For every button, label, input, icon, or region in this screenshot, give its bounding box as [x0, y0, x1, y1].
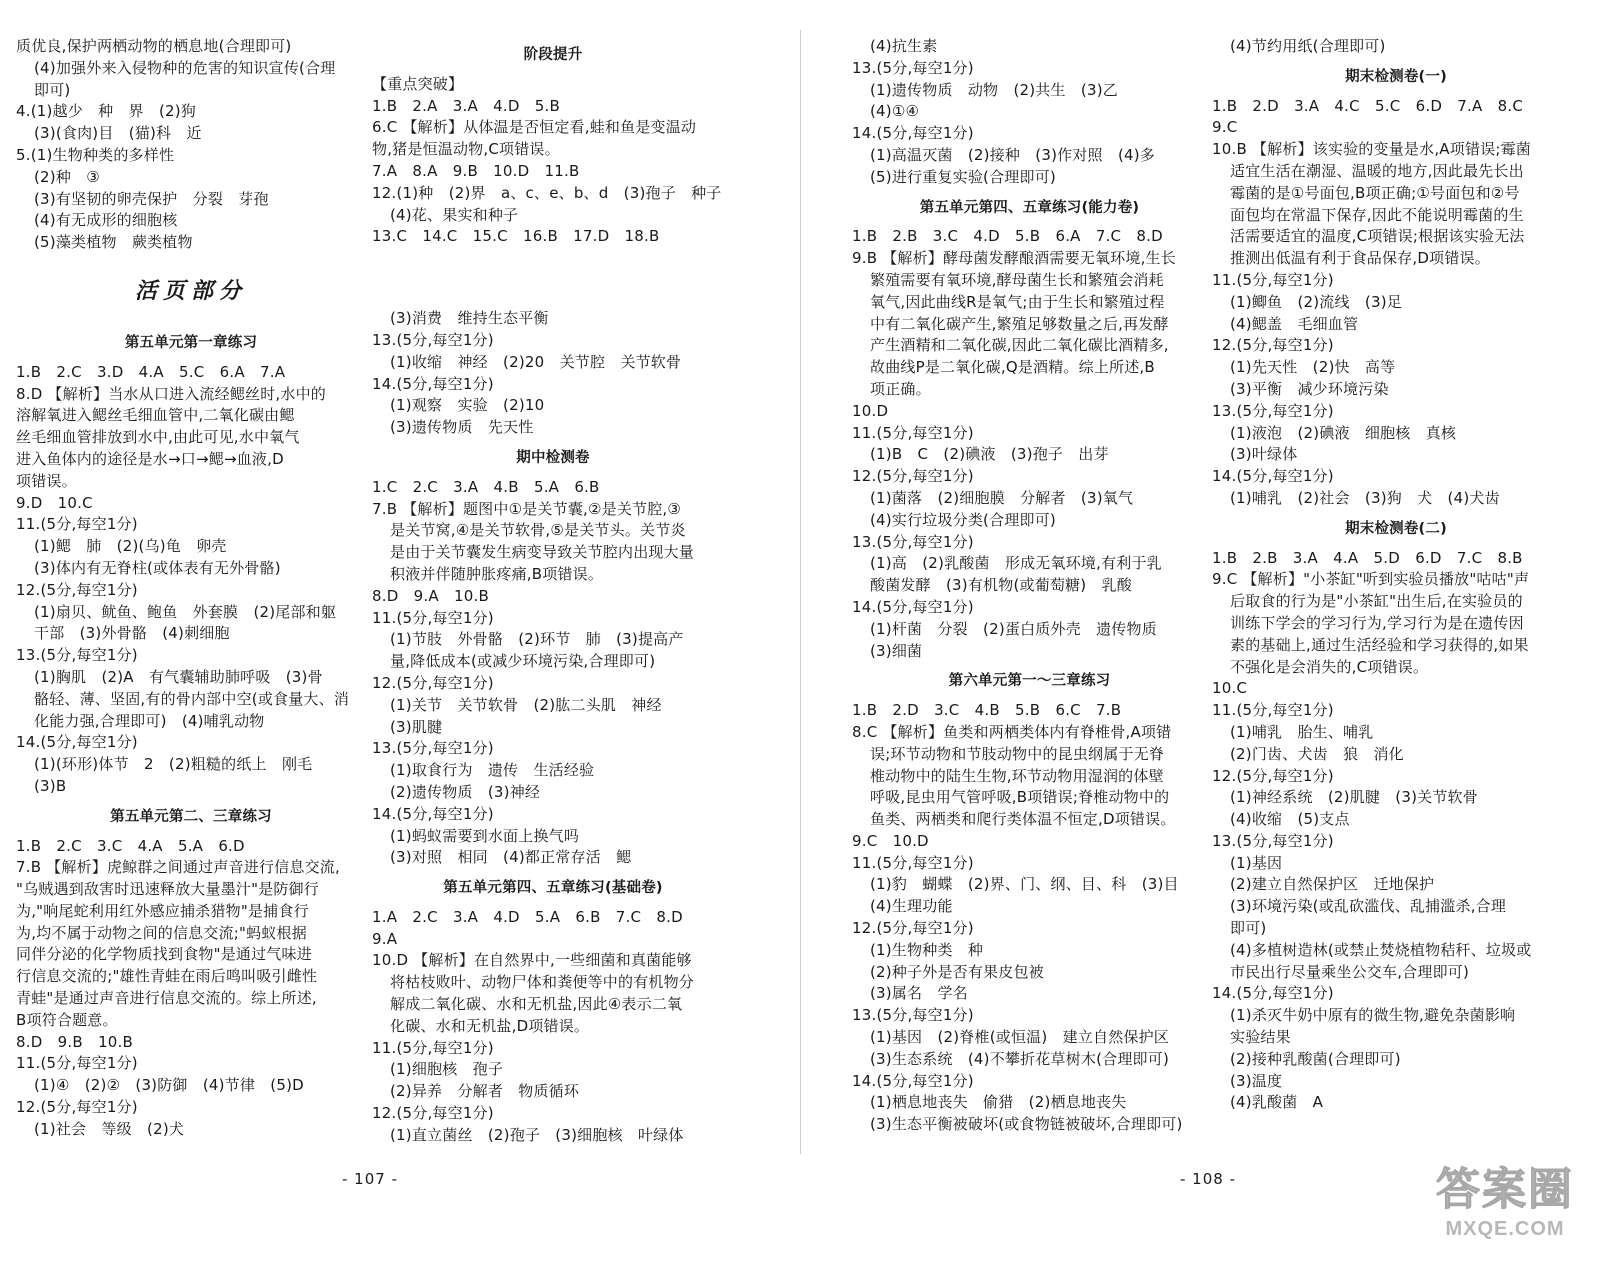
- answer-line: (1)高 (2)乳酸菌 形成无氧环境,有利于乳: [870, 554, 1162, 573]
- answer-line: (1)B C (2)碘液 (3)孢子 出芽: [870, 445, 1109, 464]
- answer-line: 适宜生活在潮湿、温暖的地方,因此最先长出: [1230, 161, 1524, 180]
- answer-line: (3)消费 维持生态平衡: [390, 309, 549, 328]
- answer-line: (3)环境污染(或乱砍滥伐、乱捕滥杀,合理: [1230, 897, 1507, 916]
- answer-line: 11.(5分,每空1分): [16, 515, 138, 534]
- answer-line: (1)扇贝、鱿鱼、鲍鱼 外套膜 (2)尾部和躯: [34, 602, 337, 621]
- answer-line: 实验结果: [1230, 1028, 1291, 1047]
- answer-line: (3)叶绿体: [1230, 445, 1298, 464]
- answer-line: 物,猪是恒温动物,C项错误。: [372, 140, 560, 159]
- answer-line: (2)种 ③: [34, 167, 100, 186]
- answer-line: 【重点突破】: [372, 74, 464, 93]
- answer-line: 9.B 【解析】酵母菌发酵酿酒需要无氧环境,生长: [852, 249, 1176, 268]
- answer-line: 溶解氧进入鳃丝毛细血管中,二氧化碳由鳃: [16, 406, 295, 425]
- answer-line: 14.(5分,每空1分): [16, 733, 138, 752]
- answer-line: 9.D 10.C: [16, 493, 93, 512]
- answer-line: (2)建立自然保护区 迁地保护: [1230, 875, 1435, 894]
- answer-line: (4)花、果实和种子: [390, 205, 519, 224]
- section-heading: 第六单元第一～三章练习: [948, 673, 1111, 690]
- answer-line: 10.C: [1212, 679, 1248, 698]
- answer-line: 面包均在常温下保存,因此不能说明霉菌的生: [1230, 205, 1524, 224]
- answer-line: (1)生物种类 种: [870, 940, 984, 959]
- section-heading: 第五单元第四、五章练习(能力卷): [919, 199, 1140, 216]
- answer-line: (1)(环形)体节 2 (2)粗糙的纸上 刚毛: [34, 755, 313, 774]
- answer-line: (1)哺乳 (2)社会 (3)狗 犬 (4)犬齿: [1230, 488, 1500, 507]
- answer-line: (3)(食肉)目 (猫)科 近: [34, 124, 202, 143]
- answer-line: (1)杆菌 分裂 (2)蛋白质外壳 遗传物质: [870, 619, 1157, 638]
- spacer: [372, 272, 734, 284]
- answer-line: (1)④ (2)② (3)防御 (4)节律 (5)D: [34, 1076, 304, 1095]
- answer-line: 13.(5分,每空1分): [1212, 401, 1334, 420]
- answer-line: 氧气,因此曲线R是氧气;由于生长和繁殖过程: [870, 292, 1165, 311]
- answer-line: "乌贼遇到敌害时迅速释放大量墨汁"是防御行: [16, 880, 320, 899]
- section-heading: 阶段提升: [523, 47, 583, 63]
- answer-line: (3)平衡 减少环境污染: [1230, 379, 1389, 398]
- page-107-left-column: [16, 36, 366, 1141]
- answer-line: (3)属名 学名: [870, 984, 968, 1003]
- answer-line: 13.(5分,每空1分): [852, 1006, 974, 1025]
- answer-line: (2)遗传物质 (3)神经: [390, 782, 541, 801]
- answer-line: (4)抗生素: [870, 37, 938, 55]
- answer-line: (4)收缩 (5)支点: [1230, 810, 1350, 829]
- answer-line: (1)收缩 神经 (2)20 关节腔 关节软骨: [390, 352, 682, 371]
- spacer: [372, 296, 734, 308]
- answer-line: 进入鱼体内的途径是水→口→鳃→血液,D: [16, 449, 284, 468]
- answer-line: 9.C 【解析】"小茶缸"听到实验员播放"咕咕"声: [1212, 570, 1530, 589]
- answer-line: (4)加强外来入侵物种的危害的知识宣传(合理: [34, 58, 336, 77]
- answer-line: 9.C 10.D: [852, 831, 929, 850]
- section-heading: 期中检测卷: [516, 449, 590, 466]
- answer-line: B项符合题意。: [16, 1010, 118, 1029]
- answer-line: 4.(1)越少 种 界 (2)狗: [16, 102, 197, 121]
- answer-line: (1)细胞核 孢子: [390, 1060, 504, 1079]
- answer-line: 14.(5分,每空1分): [852, 1071, 974, 1090]
- answer-line: (1)取食行为 遗传 生活经验: [390, 761, 595, 780]
- answer-line: (1)栖息地丧失 偷猎 (2)栖息地丧失: [870, 1093, 1127, 1112]
- answer-line: 12.(5分,每空1分): [16, 580, 138, 599]
- answer-line: (4)节约用纸(合理即可): [1230, 37, 1386, 55]
- answer-line: 量,降低成本(或减少环境污染,合理即可): [390, 652, 656, 671]
- answer-line: 14.(5分,每空1分): [1212, 467, 1334, 486]
- answer-line: (3)遗传物质 先天性: [390, 418, 534, 437]
- answer-line: (1)观察 实验 (2)10: [390, 396, 545, 415]
- answer-line: 故曲线P是二氧化碳,Q是酒精。综上所述,B: [870, 358, 1155, 377]
- spacer: [16, 254, 366, 266]
- answer-line: 8.D 9.B 10.B: [16, 1032, 134, 1051]
- answer-line: (3)生态平衡被破坏(或食物链被破坏,合理即可): [870, 1115, 1183, 1134]
- answer-line: (3)生态系统 (4)不攀折花草树木(合理即可): [870, 1049, 1170, 1068]
- answer-line: 不强化是会消失的,C项错误。: [1230, 657, 1429, 676]
- section-heading: 第五单元第一章练习: [124, 334, 258, 351]
- part-title: 活页部分: [134, 278, 247, 304]
- answer-line: (1)基因 (2)脊椎(或恒温) 建立自然保护区: [870, 1028, 1170, 1047]
- answer-line: (3)细菌: [870, 641, 923, 660]
- spacer: [372, 248, 734, 260]
- answer-line: 化能力强,合理即可) (4)哺乳动物: [34, 711, 265, 730]
- answer-line: 青蛙"是通过声音进行信息交流的。综上所述,: [16, 989, 317, 1008]
- answer-line: 1.C 2.C 3.A 4.B 5.A 6.B: [372, 477, 600, 496]
- answer-line: 8.C 【解析】鱼类和两栖类体内有脊椎骨,A项错: [852, 722, 1172, 741]
- answer-line: 是由于关节囊发生病变导致关节腔内出现大量: [390, 543, 695, 562]
- answer-line: 12.(5分,每空1分): [372, 1104, 494, 1123]
- answer-line: 1.B 2.A 3.A 4.D 5.B: [372, 96, 561, 115]
- answer-line: 椎动物中的陆生生物,环节动物用湿润的体壁: [870, 766, 1164, 785]
- answer-line: 12.(5分,每空1分): [1212, 336, 1334, 355]
- answer-line: (4)乳酸菌 A: [1230, 1093, 1324, 1112]
- answer-line: 干部 (3)外骨骼 (4)刺细胞: [34, 624, 230, 643]
- answer-line: 训练下学会的学习行为,学习行为是在遗传因: [1230, 613, 1524, 632]
- answer-line: (3)B: [34, 776, 67, 795]
- answer-line: (1)鳃 肺 (2)(乌)龟 卵壳: [34, 537, 227, 556]
- answer-line: (3)体内有无脊柱(或体表有无外骨骼): [34, 558, 281, 577]
- answer-line: 14.(5分,每空1分): [372, 804, 494, 823]
- answer-line: 项正确。: [870, 379, 931, 398]
- answer-line: 素的基础上,通过生活经验和学习获得的,如果: [1230, 635, 1529, 654]
- answer-line: 14.(5分,每空1分): [1212, 984, 1334, 1003]
- answer-line: 13.(5分,每空1分): [16, 646, 138, 665]
- answer-line: (3)对照 相同 (4)都正常存活 鳃: [390, 848, 632, 867]
- answer-line: 呼吸,昆虫用气管呼吸,B项错误;脊椎动物中的: [870, 788, 1170, 807]
- answer-line: (3)有坚韧的卵壳保护 分裂 芽孢: [34, 189, 269, 208]
- answer-line: (4)生理功能: [870, 897, 953, 916]
- answer-line: (2)门齿、犬齿 狼 消化: [1230, 744, 1404, 763]
- answer-line: 1.B 2.B 3.C 4.D 5.B 6.A 7.C 8.D: [852, 227, 1163, 246]
- answer-line: (4)鳃盖 毛细血管: [1230, 314, 1359, 333]
- answer-line: 10.B 【解析】该实验的变量是水,A项错误;霉菌: [1212, 140, 1531, 159]
- answer-line: 12.(5分,每空1分): [852, 919, 974, 938]
- answer-line: 误;环节动物和节肢动物中的昆虫纲属于无脊: [870, 744, 1165, 763]
- answer-line: 繁殖需要有氧环境,酵母菌生长和繁殖会消耗: [870, 270, 1164, 289]
- answer-line: 13.C 14.C 15.C 16.B 17.D 18.B: [372, 227, 660, 246]
- answer-line: 积液并伴随肿胀疼痛,B项错误。: [390, 564, 604, 583]
- answer-line: (1)鲫鱼 (2)流线 (3)足: [1230, 292, 1402, 311]
- answer-line: 9.A: [372, 929, 398, 948]
- answer-line: 14.(5分,每空1分): [852, 124, 974, 143]
- answer-line: 11.(5分,每空1分): [1212, 701, 1334, 720]
- answer-line: 丝毛细血管排放到水中,由此可见,水中氧气: [16, 428, 300, 447]
- answer-line: (1)菌落 (2)细胞膜 分解者 (3)氧气: [870, 488, 1134, 507]
- answer-line: 为,"响尾蛇利用红外感应捕杀猎物"是捕食行: [16, 901, 309, 920]
- section-heading: 期末检测卷(二): [1345, 520, 1447, 537]
- answer-line: (2)接种乳酸菌(合理即可): [1230, 1049, 1401, 1068]
- answer-line: 12.(5分,每空1分): [1212, 766, 1334, 785]
- answer-line: 11.(5分,每空1分): [16, 1054, 138, 1073]
- answer-line: (2)异养 分解者 物质循环: [390, 1082, 580, 1101]
- answer-line: 活需要适宜的温度,C项错误;根据该实验无法: [1230, 227, 1525, 246]
- answer-line: 产生酒精和二氧化碳,因此二氧化碳比酒精多,: [870, 336, 1169, 355]
- answer-line: 14.(5分,每空1分): [372, 374, 494, 393]
- answer-line: (4)实行垃圾分类(合理即可): [870, 510, 1056, 529]
- spacer: [372, 284, 734, 296]
- answer-line: 11.(5分,每空1分): [372, 1038, 494, 1057]
- answer-line: (1)节肢 外骨骼 (2)环节 肺 (3)提高产: [390, 630, 684, 649]
- answer-line: 6.C 【解析】从体温是否恒定看,蛙和鱼是变温动: [372, 118, 697, 137]
- answer-line: 1.B 2.B 3.A 4.A 5.D 6.D 7.C 8.B: [1212, 548, 1523, 567]
- spacer: [16, 312, 366, 324]
- answer-line: 1.B 2.C 3.C 4.A 5.A 6.D: [16, 836, 245, 855]
- answer-line: (5)藻类植物 蕨类植物: [34, 233, 193, 252]
- answer-line: 13.(5分,每空1分): [372, 330, 494, 349]
- page-number-right: - 108 -: [1180, 1170, 1236, 1188]
- answer-line: 13.(5分,每空1分): [852, 532, 974, 551]
- answer-line: 11.(5分,每空1分): [852, 853, 974, 872]
- answer-line: 1.A 2.C 3.A 4.D 5.A 6.B 7.C 8.D: [372, 907, 683, 926]
- answer-line: 后取食的行为是"小茶缸"出生后,在实验员的: [1230, 592, 1523, 611]
- answer-line: 5.(1)生物种类的多样性: [16, 145, 175, 164]
- answer-line: (1)豹 蝴蝶 (2)界、门、纲、目、科 (3)目: [870, 875, 1179, 894]
- answer-line: 中有二氧化碳产生,繁殖足够数量之后,再发酵: [870, 314, 1169, 333]
- answer-line: 市民出行尽量乘坐公交车,合理即可): [1230, 962, 1470, 981]
- answer-line: 推测出低温有利于食品保存,D项错误。: [1230, 249, 1490, 268]
- answer-line: (1)蚂蚁需要到水面上换气吗: [390, 826, 580, 845]
- answer-line: (1)社会 等级 (2)犬: [34, 1119, 185, 1138]
- answer-line: 是关节窝,④是关节软骨,⑤是关节头。关节炎: [390, 521, 686, 540]
- answer-line: 质优良,保护两栖动物的栖息地(合理即可): [16, 37, 292, 55]
- answer-line: (1)胸肌 (2)A 有气囊辅助肺呼吸 (3)骨: [34, 667, 323, 686]
- answer-line: 化碳、水和无机盐,D项错误。: [390, 1016, 590, 1035]
- watermark-url: MXQE.COM: [1445, 1218, 1565, 1240]
- answer-line: 13.(5分,每空1分): [1212, 831, 1334, 850]
- answer-line: (5)进行重复实验(合理即可): [870, 167, 1056, 186]
- watermark-logo-text: 答案圈: [1436, 1164, 1574, 1215]
- spacer: [372, 260, 734, 272]
- answer-line: 11.(5分,每空1分): [852, 423, 974, 442]
- answer-line: (1)关节 关节软骨 (2)肱二头肌 神经: [390, 695, 662, 714]
- answer-line: 8.D 9.A 10.B: [372, 586, 489, 605]
- answer-line: 7.B 【解析】题图中①是关节囊,②是关节腔,③: [372, 499, 682, 518]
- answer-line: 10.D 【解析】在自然界中,一些细菌和真菌能够: [372, 951, 692, 970]
- answer-line: (4)有无成形的细胞核: [34, 211, 178, 230]
- answer-line: 12.(5分,每空1分): [16, 1098, 138, 1117]
- answer-line: 项错误。: [16, 471, 77, 490]
- answer-line: 1.B 2.D 3.C 4.B 5.B 6.C 7.B: [852, 701, 1122, 720]
- page-gutter: [800, 30, 801, 1154]
- answer-line: 14.(5分,每空1分): [852, 597, 974, 616]
- answer-line: (1)哺乳 胎生、哺乳: [1230, 722, 1374, 741]
- answer-line: 鱼类、两栖类和爬行类体温不恒定,D项错误。: [870, 810, 1176, 829]
- answer-line: (1)高温灭菌 (2)接种 (3)作对照 (4)多: [870, 145, 1155, 164]
- answer-line: 12.(1)种 (2)界 a、c、e、b、d (3)孢子 种子: [372, 183, 722, 202]
- answer-line: 酸菌发酵 (3)有机物(或葡萄糖) 乳酸: [870, 576, 1132, 595]
- answer-line: (2)种子外是否有果皮包被: [870, 962, 1044, 981]
- answer-line: 8.D 【解析】当水从口进入流经鳃丝时,水中的: [16, 384, 326, 403]
- answer-line: (1)基因: [1230, 853, 1283, 872]
- section-heading: 第五单元第二、三章练习: [110, 808, 272, 825]
- answer-line: 12.(5分,每空1分): [372, 673, 494, 692]
- answer-line: 1.B 2.C 3.D 4.A 5.C 6.A 7.A: [16, 362, 286, 381]
- answer-line: 同伴分泌的化学物质找到食物"是通过气味进: [16, 945, 312, 964]
- watermark-logo: [1430, 1162, 1580, 1252]
- answer-line: (4)①④: [870, 102, 920, 121]
- answer-line: (1)神经系统 (2)肌腱 (3)关节软骨: [1230, 788, 1478, 807]
- answer-line: (1)先天性 (2)快 高等: [1230, 358, 1396, 377]
- answer-line: 13.(5分,每空1分): [372, 739, 494, 758]
- page-108-left-column: [852, 36, 1207, 1136]
- page-107-right-column: [372, 36, 734, 1147]
- answer-line: (3)温度: [1230, 1071, 1283, 1090]
- answer-line: (1)遗传物质 动物 (2)共生 (3)乙: [870, 80, 1118, 99]
- answer-line: (1)杀灭牛奶中原有的微生物,避免杂菌影响: [1230, 1006, 1516, 1025]
- answer-line: 13.(5分,每空1分): [852, 58, 974, 77]
- page-108-right-column: [1212, 36, 1580, 1114]
- answer-line: 骼轻、薄、坚固,有的骨内部中空(或食量大、消: [34, 689, 350, 708]
- answer-line: 霉菌的是①号面包,B项正确;①号面包和②号: [1230, 183, 1520, 202]
- answer-line: (3)肌腱: [390, 717, 443, 736]
- section-heading: 期末检测卷(一): [1345, 68, 1447, 85]
- answer-line: 即可): [1230, 919, 1267, 938]
- answer-line: 将枯枝败叶、动物尸体和粪便等中的有机物分: [390, 973, 695, 992]
- answer-line: 7.B 【解析】虎鲸群之间通过声音进行信息交流,: [16, 858, 340, 877]
- answer-line: 1.B 2.D 3.A 4.C 5.C 6.D 7.A 8.C: [1212, 96, 1524, 115]
- answer-line: 为,均不属于动物之间的信息交流;"蚂蚁根据: [16, 923, 307, 942]
- page-number-left: - 107 -: [342, 1170, 398, 1188]
- answer-line: 12.(5分,每空1分): [852, 467, 974, 486]
- section-heading: 第五单元第四、五章练习(基础卷): [443, 880, 663, 897]
- answer-line: 11.(5分,每空1分): [372, 608, 494, 627]
- answer-line: (1)液泡 (2)碘液 细胞核 真核: [1230, 423, 1457, 442]
- answer-line: 11.(5分,每空1分): [1212, 270, 1334, 289]
- answer-line: 解成二氧化碳、水和无机盐,因此④表示二氧: [390, 995, 683, 1014]
- answer-line: (4)多植树造林(或禁止焚烧植物秸秆、垃圾或: [1230, 940, 1532, 959]
- answer-line: 9.C: [1212, 118, 1238, 137]
- answer-line: (1)直立菌丝 (2)孢子 (3)细胞核 叶绿体: [390, 1125, 684, 1144]
- answer-line: 行信息交流的;"雄性青蛙在雨后鸣叫吸引雌性: [16, 967, 318, 986]
- answer-line: 7.A 8.A 9.B 10.D 11.B: [372, 161, 580, 180]
- answer-line: 10.D: [852, 401, 889, 420]
- answer-line: 即可): [34, 80, 71, 99]
